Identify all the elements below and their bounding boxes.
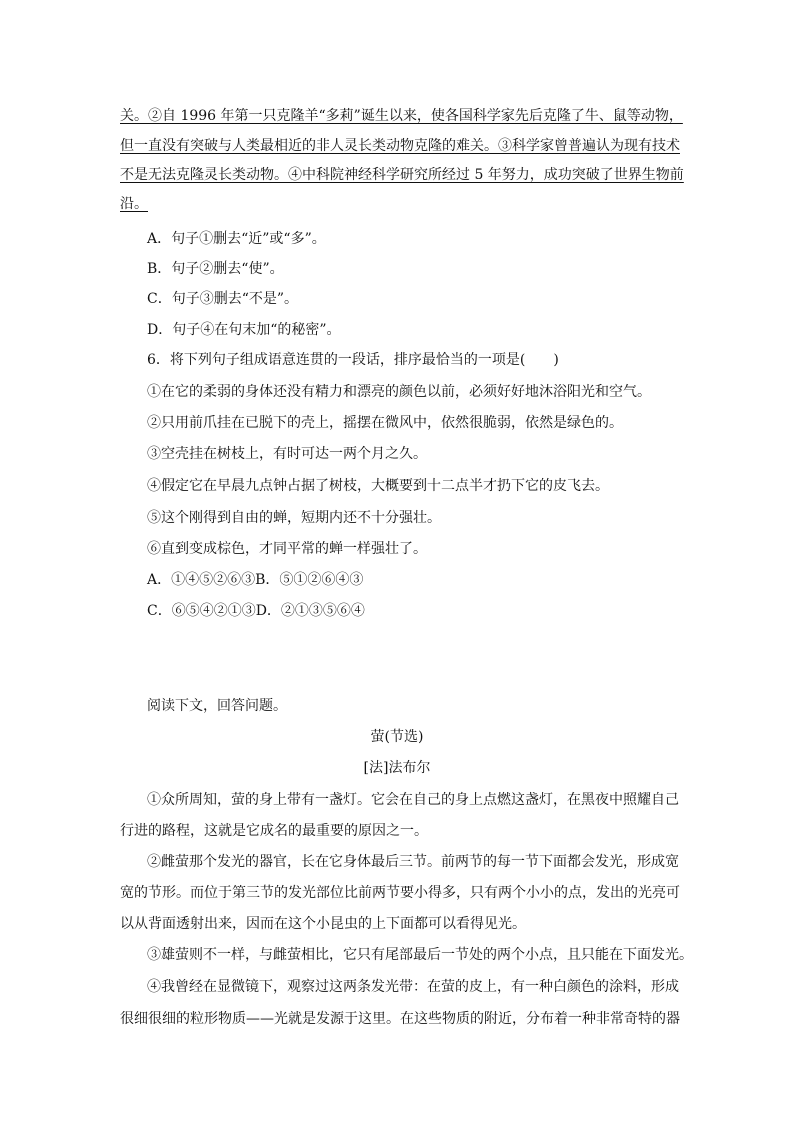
reading-title: 萤(节选)	[370, 729, 424, 745]
paragraph-line: 行进的路程，这就是它成名的最重要的原因之一。	[120, 823, 428, 839]
paragraph-line: ②雌萤那个发光的器官，长在它身体最后三节。前两节的每一节下面都会发光，形成宽	[147, 854, 679, 870]
question-stem: 6．将下列句子组成语意连贯的一段话，排序最恰当的一项是( )	[147, 352, 559, 368]
sentence-item: ④假定它在早晨九点钟占据了树枝，大概要到十二点半才扔下它的皮飞去。	[147, 478, 609, 494]
sentence-item: ③空壳挂在树枝上，有时可达一两个月之久。	[147, 446, 427, 462]
sentence-item: ⑤这个刚得到自由的蝉，短期内还不十分强壮。	[147, 510, 441, 526]
paragraph-line: ①众所周知，萤的身上带有一盏灯。它会在自己的身上点燃这盏灯，在黑夜中照耀自己	[147, 792, 679, 808]
reading-author: [法]法布尔	[363, 760, 431, 776]
passage-line: 但一直没有突破与人类最相近的非人灵长类动物克隆的难关。③科学家曾普遍认为现有技术	[120, 138, 680, 154]
passage-line: 不是无法克隆灵长类动物。④中科院神经科学研究所经过 5 年努力，成功突破了世界生物前	[120, 167, 684, 183]
option-b: B．句子②删去“使”。	[147, 261, 284, 277]
paragraph-line: 以从背面透射出来，因而在这个小昆虫的上下面都可以看得见光。	[120, 916, 526, 932]
sentence-item: ①在它的柔弱的身体还没有精力和漂亮的颜色以前，必须好好地沐浴阳光和空气。	[147, 384, 651, 400]
option-d: D．句子④在句末加“的秘密”。	[147, 322, 341, 338]
option-c: C．句子③删去“不是”。	[147, 291, 299, 307]
sentence-item: ⑥直到变成棕色，才同平常的蝉一样强壮了。	[147, 541, 427, 557]
passage-line: 关。②自 1996 年第一只克隆羊“多莉”诞生以来，使各国科学家先后克隆了牛、鼠等动物，	[120, 108, 683, 124]
paragraph-line: 很细很细的粒形物质——光就是发源于这里。在这些物质的附近，分布着一种非常奇特的器	[120, 1011, 680, 1027]
passage-line: 沿。	[120, 196, 148, 212]
reading-instruction: 阅读下文，回答问题。	[147, 698, 287, 714]
paragraph-line: 宽的节形。而位于第三节的发光部位比前两节要小得多，只有两个小小的点，发出的光亮可	[120, 885, 680, 901]
paragraph-line: ③雄萤则不一样，与雌萤相比，它只有尾部最后一节处的两个小点，且只能在下面发光。	[147, 947, 693, 963]
paragraph-line: ④我曾经在显微镜下，观察过这两条发光带：在萤的皮上，有一种白颜色的涂料，形成	[147, 979, 679, 995]
option-a: A．句子①删去“近”或“多”。	[147, 231, 326, 247]
option-row: A．①④⑤②⑥③B．⑤①②⑥④③	[147, 572, 364, 588]
option-row: C．⑥⑤④②①③D．②①③⑤⑥④	[147, 603, 365, 619]
sentence-item: ②只用前爪挂在已脱下的壳上，摇摆在微风中，依然很脆弱，依然是绿色的。	[147, 415, 623, 431]
